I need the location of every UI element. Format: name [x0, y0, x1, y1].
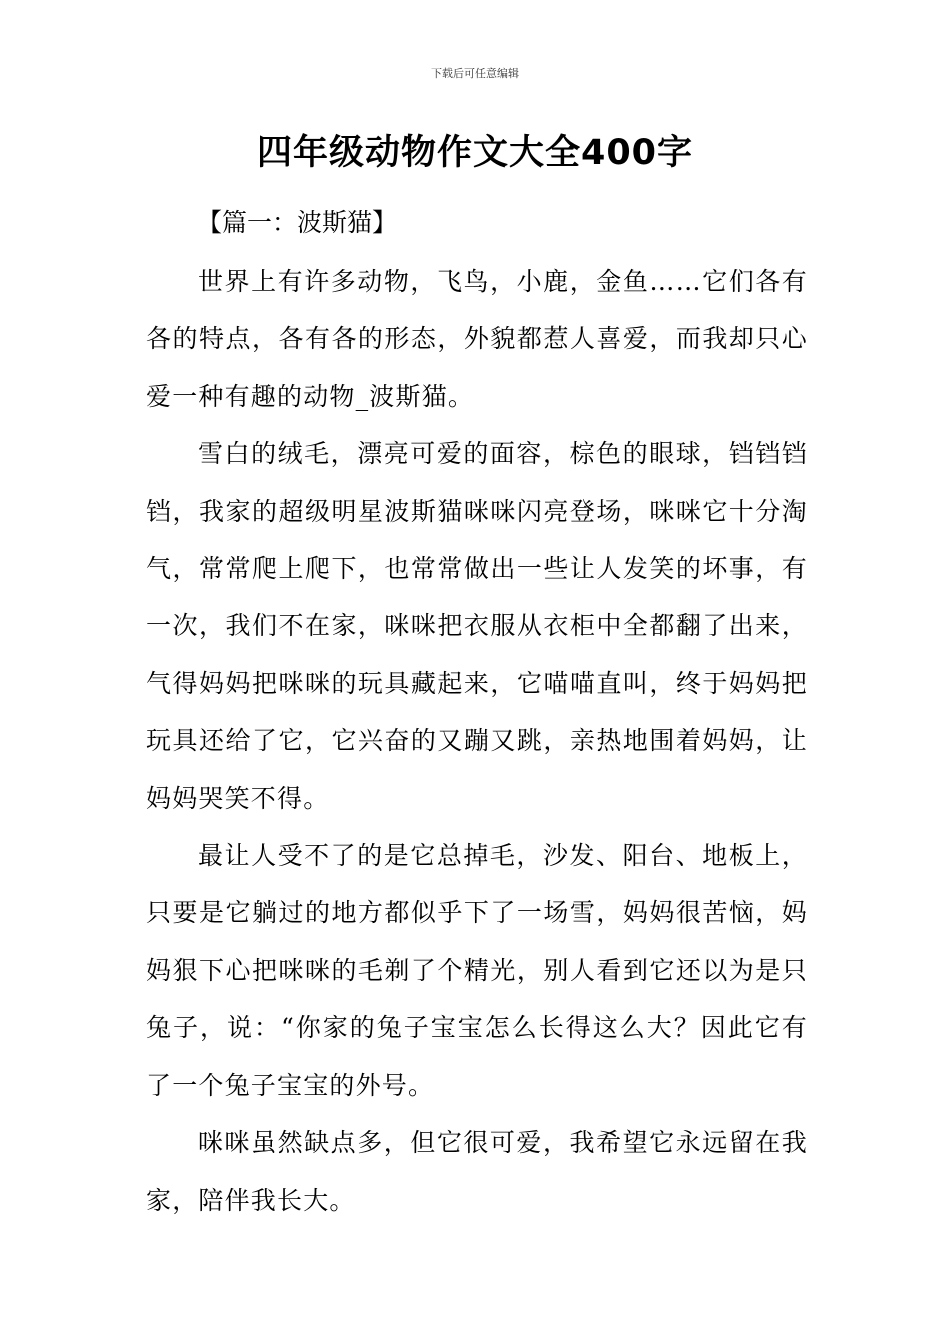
running-header-note: 下载后可任意编辑	[431, 67, 519, 80]
section-heading: 【篇一：波斯猫】	[197, 208, 398, 237]
document-title: 四年级动物作文大全400字	[256, 133, 694, 173]
paragraph-intro: 世界上有许多动物，飞鸟，小鹿，金鱼……它们各有各的特点，各有各的形态，外貌都惹人喜爱，而我却只心爱一种有趣的动物_波斯猫。	[146, 267, 808, 411]
paragraph-shedding: 最让人受不了的是它总掉毛，沙发、阳台、地板上，只要是它躺过的地方都似乎下了一场雪，妈妈很苦恼，妈妈狠下心把咪咪的毛剃了个精光，别人看到它还以为是只兔子，说：“你家的兔子宝宝怎么长得这么大？因此它有了一个兔子宝宝的外号。	[146, 841, 808, 1100]
paragraph-appearance: 雪白的绒毛，漂亮可爱的面容，棕色的眼球，铛铛铛铛，我家的超级明星波斯猫咪咪闪亮登场，咪咪它十分淘气，常常爬上爬下，也常常做出一些让人发笑的坏事，有一次，我们不在家，咪咪把衣服从衣柜中全都翻了出来，气得妈妈把咪咪的玩具藏起来，它喵喵直叫，终于妈妈把玩具还给了它，它兴奋的又蹦又跳，亲热地围着妈妈，让妈妈哭笑不得。	[146, 439, 808, 813]
essay-body	[146, 253, 808, 1229]
paragraph-conclusion: 咪咪虽然缺点多，但它很可爱，我希望它永远留在我家，陪伴我长大。	[146, 1128, 808, 1215]
